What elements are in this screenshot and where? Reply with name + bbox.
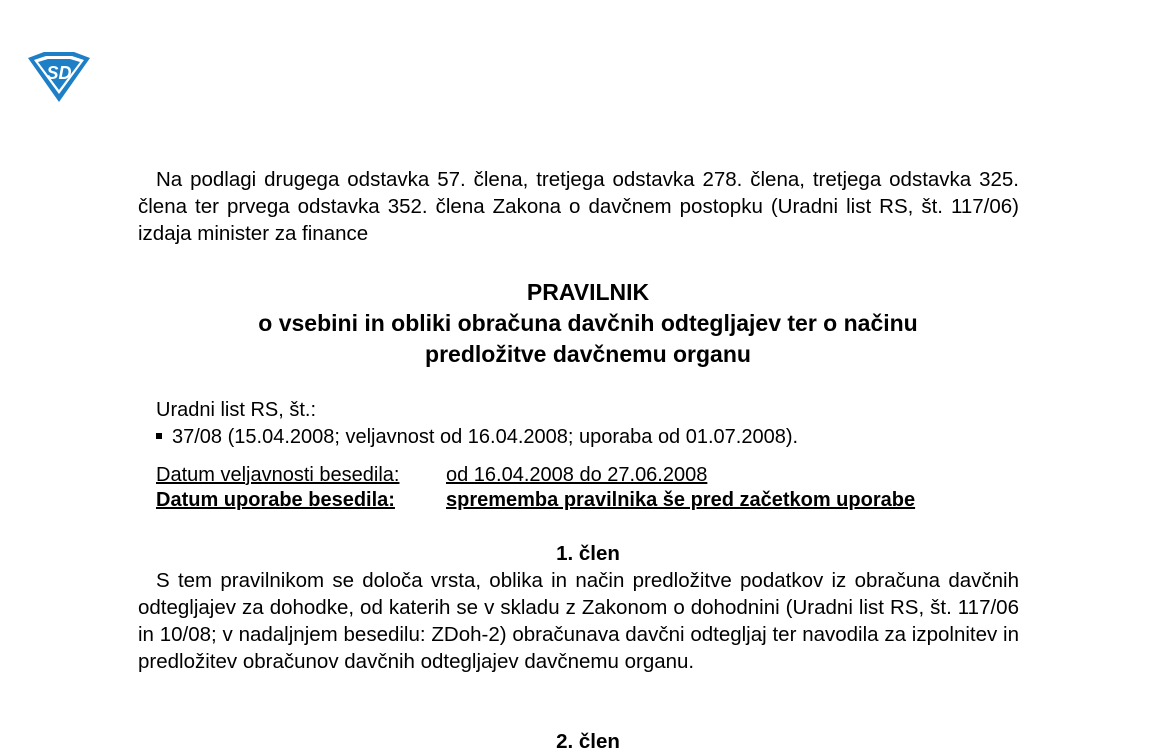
validity-row — [156, 463, 915, 488]
document-title — [138, 277, 1038, 370]
sd-logo-icon — [22, 48, 96, 104]
article-1-body: S tem pravilnikom se določa vrsta, oblika in način predložitve podatkov iz obračuna davčnih odtegljajev za dohodke, od katerih se v skladu z Zakonom o dohodnini (Uradni list RS, št. 117/06 in 10/08; v nadaljnjem besedilu: ZDoh-2) obračunava davčni odtegljaj ter navodila za izpolnitev in predložitev obračunov davčnih odtegljajev davčnemu organu. — [138, 569, 1019, 673]
use-value: sprememba pravilnika še pred začetkom uporabe — [446, 489, 916, 511]
gazette-info — [156, 397, 798, 451]
dates-block — [156, 463, 915, 513]
logo-text: SD — [46, 63, 72, 83]
title-line-1: PRAVILNIK — [526, 279, 650, 305]
gazette-entry — [156, 424, 798, 451]
validity-label: Datum veljavnosti besedila: — [156, 464, 400, 486]
use-label: Datum uporabe besedila: — [156, 489, 395, 511]
bullet-icon — [156, 433, 162, 439]
article-2-heading: 2. člen — [556, 730, 620, 753]
validity-value: od 16.04.2008 do 27.06.2008 — [446, 464, 708, 486]
title-line-2: o vsebini in obliki obračuna davčnih odtegljajev ter o načinu — [258, 310, 918, 336]
gazette-label: Uradni list RS, št.: — [156, 399, 317, 421]
article-1-heading: 1. člen — [556, 542, 620, 565]
gazette-entry-text: 37/08 (15.04.2008; veljavnost od 16.04.2008; uporaba od 01.07.2008). — [172, 426, 799, 448]
use-row — [156, 488, 915, 513]
intro-paragraph: Na podlagi drugega odstavka 57. člena, tretjega odstavka 278. člena, tretjega odstavka 325. člena ter prvega odstavka 352. člena Zakona o davčnem postopku (Uradni list RS, št. 117/06) izdaja minister za finance — [138, 168, 1019, 245]
title-line-3: predložitve davčnemu organu — [425, 341, 751, 367]
